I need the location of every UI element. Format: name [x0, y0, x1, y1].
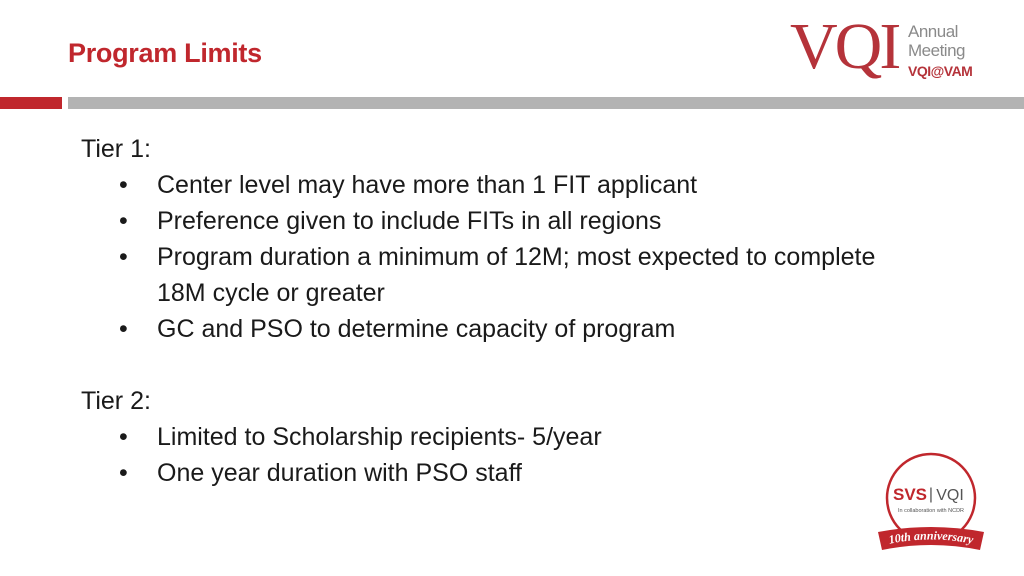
- tier-2-heading: Tier 2:: [81, 387, 151, 415]
- tier-1-heading: Tier 1:: [81, 135, 151, 163]
- logo-line-meeting: Meeting: [908, 41, 965, 60]
- badge-separator: |: [928, 486, 934, 503]
- page-title: Program Limits: [68, 38, 262, 68]
- badge-collab-text: In collaboration with NCDR: [897, 508, 965, 514]
- header-divider: [68, 97, 1024, 109]
- logo-line-annual: Annual: [908, 22, 958, 41]
- slide-body: [81, 131, 881, 491]
- vqi-annual-meeting-logo: [790, 10, 990, 90]
- logo-tag: VQI@VAM: [908, 63, 973, 79]
- list-item: • Center level may have more than 1 FIT applicant: [157, 167, 881, 203]
- list-item: • Preference given to include FITs in all regions: [157, 203, 881, 239]
- svs-vqi-anniversary-badge: [874, 450, 988, 560]
- logo-annual-meeting-text: [908, 22, 965, 60]
- list-item: • Limited to Scholarship recipients- 5/year: [157, 419, 881, 455]
- badge-ribbon-text: 10th anniversary: [887, 528, 975, 547]
- badge-vqi-text: VQI: [936, 487, 964, 504]
- tier-1-list: [81, 167, 881, 347]
- list-item: • One year duration with PSO staff: [157, 455, 881, 491]
- badge-svs-text: SVS: [892, 485, 928, 504]
- list-item: • GC and PSO to determine capacity of program: [157, 311, 881, 347]
- tier-2-list: [81, 419, 881, 491]
- logo-vqi-mark: VQI: [790, 10, 899, 83]
- header-accent-bar: [0, 97, 62, 109]
- list-item: • Program duration a minimum of 12M; most expected to complete 18M cycle or greater: [157, 239, 881, 311]
